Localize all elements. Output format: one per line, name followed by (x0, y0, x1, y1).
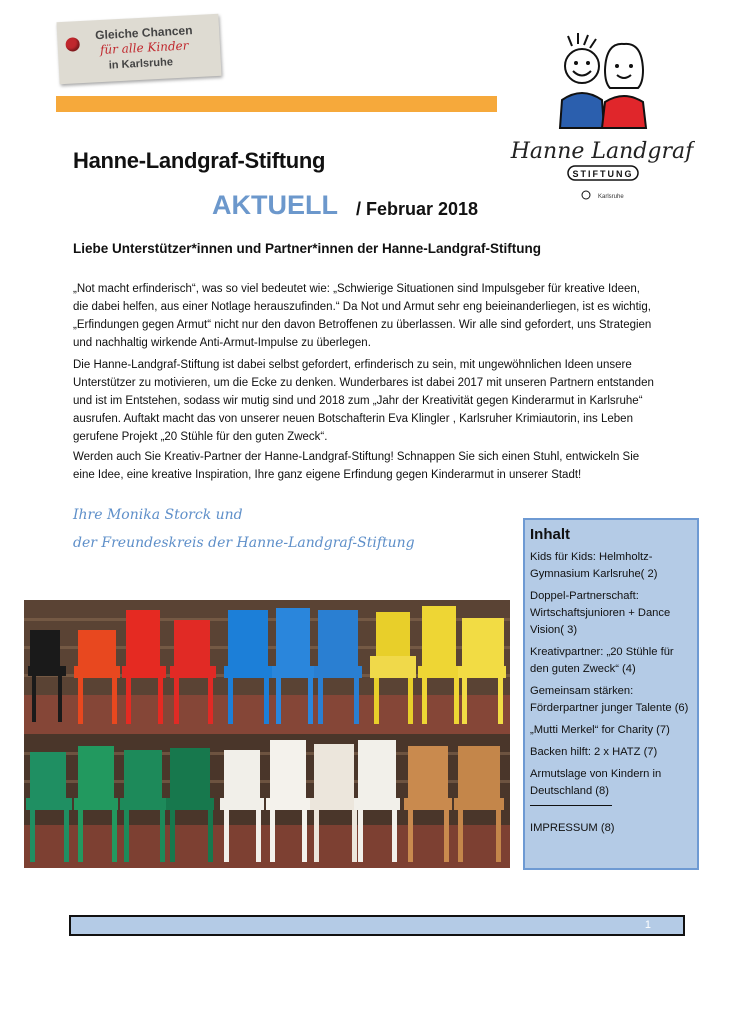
toc-item[interactable]: Kids für Kids: Helmholtz-Gymnasium Karlsruhe( 2) (530, 551, 658, 580)
intro-paragraph-3: Werden auch Sie Kreativ-Partner der Hanne-Landgraf-Stiftung! Schnappen Sie sich einen Stuhl, entwickeln Sie eine Idee, eine kreative Inspiration, Ihre ganz eigene Erfindung gegen Kinderarmut in unserer Stadt! (73, 451, 640, 481)
aktuell-heading: AKTUELL (212, 190, 338, 220)
toc-divider (530, 805, 612, 806)
signature-line-1: Ihre Monika Storck und (73, 507, 243, 523)
signature-line-2: der Freundeskreis der Hanne-Landgraf-Stiftung (73, 535, 415, 551)
page-number: 1 (644, 919, 651, 931)
page-title: Hanne-Landgraf-Stiftung (73, 148, 326, 173)
badge-line1: Gleiche Chancen (94, 23, 193, 43)
intro-paragraph-1: „Not macht erfinderisch“, was so viel bedeutet wie: „Schwierige Situationen sind Impulsgeber für kreative Ideen, die dabei helfen, aus einer Notlage herauszufinden.“ Da Not und Armut sehr eng beieinanderliegen, ist es wichtig, „Erfindungen gegen Armut“ nicht nur den davon Betroffenen zu überlassen. Wir alle sind gefordert, uns Strategien und nachhaltig wirkende Anti-Armut-Impulse zu überlegen. (73, 283, 652, 349)
toc-impressum[interactable]: IMPRESSUM (8) (530, 822, 615, 834)
issue-date: / Februar 2018 (356, 199, 479, 219)
intro-paragraph-2: Die Hanne-Landgraf-Stiftung ist dabei selbst gefordert, erfinderisch zu sein, mit ungewöhnlichen Ideen unsere Unterstützer zu motivieren, um die Ecke zu denken. Wunderbares ist dabei 2017 mit unseren Partnern entstanden und ist im Entstehen, sodass wir mutig sind und 2018 zum „Jahr der Kreativität gegen Kinderarmut in Karlsruhe“ ausrufen. Auftakt macht das von unserer neuen Botschafterin Eva Klingler , Karlsruher Krimiautorin, ins Leben gerufene Projekt „20 Stühle für den guten Zweck“. (73, 359, 654, 443)
toc-item[interactable]: Backen hilft: 2 x HATZ (7) (530, 746, 658, 758)
toc-item[interactable]: Gemeinsam stärken: Förderpartner junger Talente (6) (530, 685, 689, 714)
svg-text:Hanne Landgraf: Hanne Landgraf (510, 139, 694, 164)
girl-figure-icon (602, 44, 646, 128)
boy-figure-icon (560, 33, 604, 128)
badge-gleiche-chancen (56, 14, 221, 84)
badge-line2: für alle Kinder (99, 38, 189, 58)
toc-item[interactable]: „Mutti Merkel“ for Charity (7) (530, 724, 670, 736)
toc-item[interactable]: Armutslage von Kindern in Deutschland (8) (530, 768, 662, 797)
chairs-photo-collage (24, 600, 510, 868)
badge-line3: in Karlsruhe (108, 56, 174, 72)
toc-item[interactable]: Doppel-Partnerschaft: Wirtschaftsjunioren + Dance Vision( 3) (530, 590, 671, 636)
toc-item[interactable]: Kreativpartner: „20 Stühle für den guten Zweck“ (4) (530, 646, 674, 675)
orange-divider-bar (56, 96, 497, 112)
pin-icon (65, 37, 80, 52)
table-of-contents (523, 518, 699, 870)
toc-title: Inhalt (530, 526, 570, 543)
svg-text:Karlsruhe: Karlsruhe (598, 194, 624, 200)
svg-text:STIFTUNG: STIFTUNG (572, 169, 634, 179)
footer-bar (69, 915, 685, 936)
greeting-heading: Liebe Unterstützer*innen und Partner*innen der Hanne-Landgraf-Stiftung (73, 241, 542, 256)
foundation-logo (510, 28, 695, 208)
